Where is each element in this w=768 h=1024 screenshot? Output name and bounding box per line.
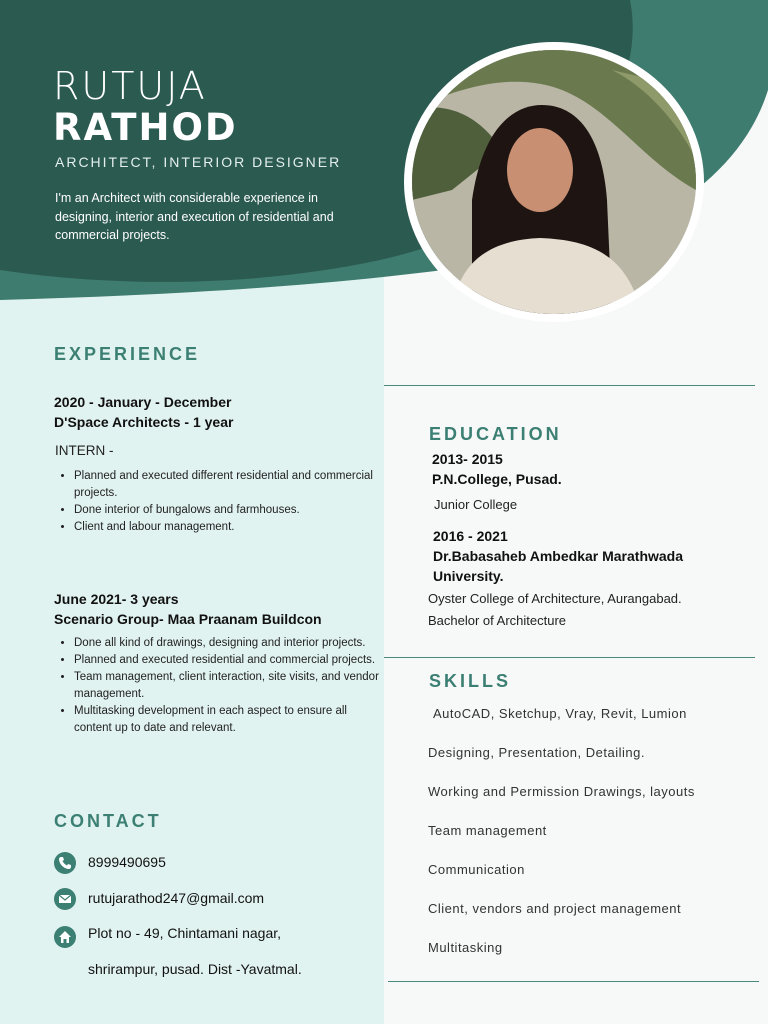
- job1-period: 2020 - January - December: [54, 394, 232, 410]
- job1-company: D'Space Architects - 1 year: [54, 414, 234, 430]
- list-item: • Multitasking development in each aspect to ensure all content up to date and relevant.: [74, 703, 384, 737]
- list-item: • Done interior of bungalows and farmhouses.: [74, 502, 374, 519]
- list-item: • Planned and executed residential and commercial projects.: [74, 652, 384, 669]
- skill-item: AutoCAD, Sketchup, Vray, Revit, Lumion: [433, 706, 687, 721]
- divider-bottom: [388, 981, 759, 982]
- contact-phone[interactable]: 8999490695: [88, 854, 166, 870]
- experience-heading: EXPERIENCE: [54, 344, 201, 364]
- intro-text: I'm an Architect with considerable experience in designing, interior and execution of residential and commercial projects.: [55, 191, 334, 242]
- job1-bullets: [54, 468, 374, 536]
- job1-position: INTERN -: [55, 443, 114, 458]
- edu2-degree: Bachelor of Architecture: [428, 613, 567, 628]
- phone-icon: [54, 852, 76, 874]
- skill-item: Multitasking: [428, 940, 503, 955]
- skill-item: Designing, Presentation, Detailing.: [428, 745, 645, 760]
- divider-education: [384, 385, 755, 386]
- job2-period: June 2021- 3 years: [54, 591, 179, 607]
- skills-heading: SKILLS: [429, 671, 512, 691]
- list-item: • Team management, client interaction, site visits, and vendor management.: [74, 669, 384, 703]
- skill-item: Client, vendors and project management: [428, 901, 682, 916]
- home-icon: [54, 926, 76, 948]
- skill-item: Team management: [428, 823, 547, 838]
- edu1-school: P.N.College, Pusad.: [432, 471, 562, 487]
- divider-skills: [384, 657, 755, 658]
- skill-item: Working and Permission Drawings, layouts: [428, 784, 695, 799]
- email-icon: [54, 888, 76, 910]
- contact-email[interactable]: rutujarathod247@gmail.com: [88, 890, 265, 906]
- edu2-university-line2: University.: [433, 568, 504, 584]
- profile-photo: [404, 42, 704, 322]
- edu1-detail: Junior College: [434, 497, 518, 512]
- list-item: • Planned and executed different residential and commercial projects.: [74, 468, 374, 502]
- edu2-years: 2016 - 2021: [433, 528, 508, 544]
- contact-heading: CONTACT: [54, 811, 162, 831]
- edu1-years: 2013- 2015: [432, 451, 503, 467]
- education-heading: EDUCATION: [429, 424, 562, 444]
- job-role: ARCHITECT, INTERIOR DESIGNER: [55, 154, 342, 170]
- list-item: • Client and labour management.: [74, 519, 374, 536]
- skill-item: Communication: [428, 862, 525, 877]
- first-name: RUTUJA: [53, 64, 207, 108]
- job2-company: Scenario Group- Maa Praanam Buildcon: [54, 611, 322, 627]
- contact-address-line2: shrirampur, pusad. Dist -Yavatmal.: [88, 961, 302, 977]
- job2-bullets: [54, 635, 384, 737]
- edu2-college: Oyster College of Architecture, Aurangabad.: [428, 591, 682, 606]
- edu2-university-line1: Dr.Babasaheb Ambedkar Marathwada: [433, 548, 684, 564]
- last-name: RATHOD: [53, 106, 238, 149]
- contact-address-line1: Plot no - 49, Chintamani nagar,: [88, 925, 282, 941]
- list-item: • Done all kind of drawings, designing and interior projects.: [74, 635, 384, 652]
